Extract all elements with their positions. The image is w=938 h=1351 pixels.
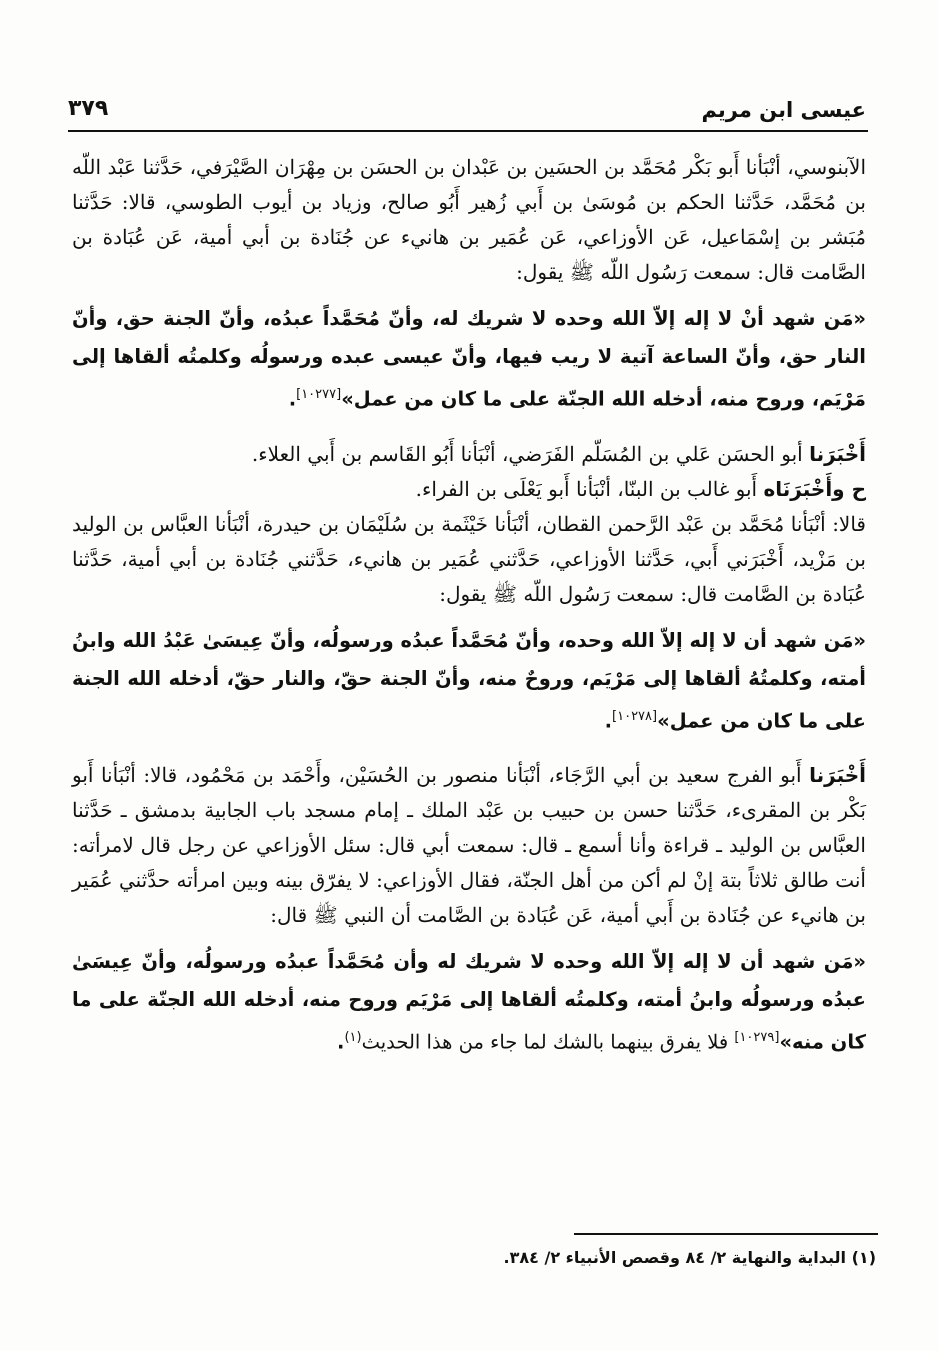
- footnote-marker: (١): [344, 1030, 362, 1045]
- closing-remark: فلا يفرق بينهما بالشك لما جاء من هذا الحديث: [361, 1030, 735, 1054]
- hadith-matn: «مَن شهد أن لا إله إلاّ الله وحده، وأنّ مُحَمَّداً عبدُه ورسولُه، وأنّ عِيسَىٰ عَبْدُ الله وابنُ أمته، وكلمتُهُ ألقاها إلى مَرْيَم، وروحٌ منه، وأنّ الجنة حقّ، والنار حقّ، أدخله الله الجنة على ما كان من عمل»: [72, 628, 866, 732]
- page-body: [72, 150, 866, 1062]
- isnad-text: أبو الحسَن عَلي بن المُسَلّم الفَرَضي، أنْبَأنا أَبُو القَاسم بن أَبي العلاء.: [251, 441, 803, 466]
- hadith-reference-number: [١٠٢٧٧]: [296, 387, 342, 402]
- isnad-paragraph: [72, 437, 866, 472]
- narration-lead-word: أَخْبَرَنا: [809, 763, 867, 787]
- hadith-text-paragraph: «مَن شهد أنْ لا إله إلاّ الله وحده لا شريك له، وأنّ مُحَمَّداً عبدُه، وأنّ الجنة حق، وأنّ النار حق، وأنّ الساعة آتية لا ريب فيها، وأنّ عيسى عبده ورسولُه وكلمتُه ألقاها إلى مَرْيَم، وروح منه، أدخله الله الجنّة على ما كان من عمل»[١٠٢٧٧].: [72, 307, 866, 411]
- isnad-paragraph: [72, 758, 866, 933]
- isnad-paragraph: [72, 472, 866, 507]
- footnote: (١) البداية والنهاية ٢/ ٨٤ وقصص الأنبياء ٢/ ٣٨٤.: [503, 1248, 876, 1267]
- narration-lead-word: أَخْبَرَنا: [809, 441, 866, 466]
- hadith-text-paragraph: «مَن شهد أن لا إله إلاّ الله وحده لا شريك له وأن مُحَمَّداً عبدُه ورسولُه، وأنّ عِيسَىٰ عبدُه ورسولُه وابنُ أمته، وكلمتُه ألقاها إلى مَرْيَم وروح منه، أدخله الله الجنّة على ما كان منه»[١٠٢٧٩] فلا يفرق بينهما بالشك لما جاء من هذا الحديث$^{(١)}$.: [72, 950, 866, 1054]
- hadith-text-paragraph: «مَن شهد أن لا إله إلاّ الله وحده، وأنّ مُحَمَّداً عبدُه ورسولُه، وأنّ عِيسَىٰ عَبْدُ الله وابنُ أمته، وكلمتُهُ ألقاها إلى مَرْيَم، وروحٌ منه، وأنّ الجنة حقّ، والنار حقّ، أدخله الله الجنة على ما كان من عمل»[١٠٢٧٨].: [72, 628, 866, 732]
- narration-lead-word: ح وأَخْبَرَنَاه: [763, 476, 866, 501]
- running-header: [68, 92, 866, 132]
- hadith-matn: «مَن شهد أنْ لا إله إلاّ الله وحده لا شريك له، وأنّ مُحَمَّداً عبدُه، وأنّ الجنة حق، وأنّ النار حق، وأنّ الساعة آتية لا ريب فيها، وأنّ عيسى عبده ورسولُه وكلمتُه ألقاها إلى مَرْيَم، وروح منه، أدخله الله الجنّة على ما كان من عمل»: [72, 307, 866, 411]
- isnad-paragraph: [72, 150, 866, 290]
- isnad-text: قالا: أنْبَأنا مُحَمَّد بن عَبْد الرَّحمن القطان، أنْبَأنا خَيْثَمة بن سُلَيْمَان بن حيدرة، أنْبَأنا العبَّاس بن الوليد بن مَزْيد، أَخْبَرَني أَبي، حَدَّثنا الأوزاعي، حَدَّثني عُمَير بن هانيء، حَدَّثني جُنَادة بن أبي أمية، حَدَّثنا عُبَادة بن الصَّامت قال: سمعت رَسُول اللّه ﷺ يقول:: [72, 511, 866, 606]
- isnad-text: الآبنوسي، أنْبَأنا أَبو بَكْر مُحَمَّد بن الحسَين بن عَبْدان بن الحسَن بن مِهْرَان الصَّيْرَفي، حَدَّثنا عَبْد اللّه بن مُحَمَّد، حَدَّثنا الحكم بن مُوسَىٰ بن أَبي زُهير أَبُو صالح، وزياد بن أيوب الطوسي، قالا: حَدَّثنا مُبَشر بن إسْمَاعيل، عَن الأوزاعي، عَن عُمَير بن هانيء عن جُنَادة بن أبي أمية، عَن عُبَادة بن الصَّامت قال: سمعت رَسُول اللّه ﷺ يقول:: [72, 155, 866, 284]
- header-divider: [68, 130, 868, 132]
- isnad-paragraph: [72, 507, 866, 612]
- hadith-matn: «مَن شهد أن لا إله إلاّ الله وحده لا شريك له وأن مُحَمَّداً عبدُه ورسولُه، وأنّ عِيسَىٰ عبدُه ورسولُه وابنُ أمته، وكلمتُه ألقاها إلى مَرْيَم وروح منه، أدخله الله الجنّة على ما كان منه»: [72, 950, 866, 1054]
- isnad-text: أَبو الفرج سعيد بن أبي الرَّجَاء، أنْبَأنا منصور بن الحُسَيْن، وأَحْمَد بن مَحْمُود، قالا: أنْبَأنا أَبو بَكْر بن المقرىء، حَدَّثنا حسن بن حبيب بن عَبْد الملك ـ إمام مسجد باب الجابية بدمشق ـ حَدَّثنا العبَّاس بن الوليد ـ قراءة وأنا أسمع ـ قال: سمعت أبي قال: سئل الأوزاعي عن رجل قال لامرأته: أنت طالق ثلاثاً بتة إنْ لم أكن من أهل الجنّة، فقال الأوزاعي: لا يفرّق بينه وبين امرأته حدَّثني عُمَير بن هانيء عن جُنَادة بن أَبي أمية، عَن عُبَادة بن الصَّامت أن النبي ﷺ قال:: [72, 763, 866, 927]
- footnote-divider: [574, 1233, 878, 1235]
- page-number: ٣٧٩: [68, 96, 109, 121]
- hadith-reference-number: [١٠٢٧٨]: [612, 708, 658, 724]
- chapter-title: عيسى ابن مريم: [701, 98, 866, 122]
- hadith-reference-number: [١٠٢٧٩]: [734, 1030, 780, 1045]
- isnad-text: أَبو غالب بن البنّا، أنْبَأنا أَبو يَعْلَى بن الفراء.: [415, 476, 758, 501]
